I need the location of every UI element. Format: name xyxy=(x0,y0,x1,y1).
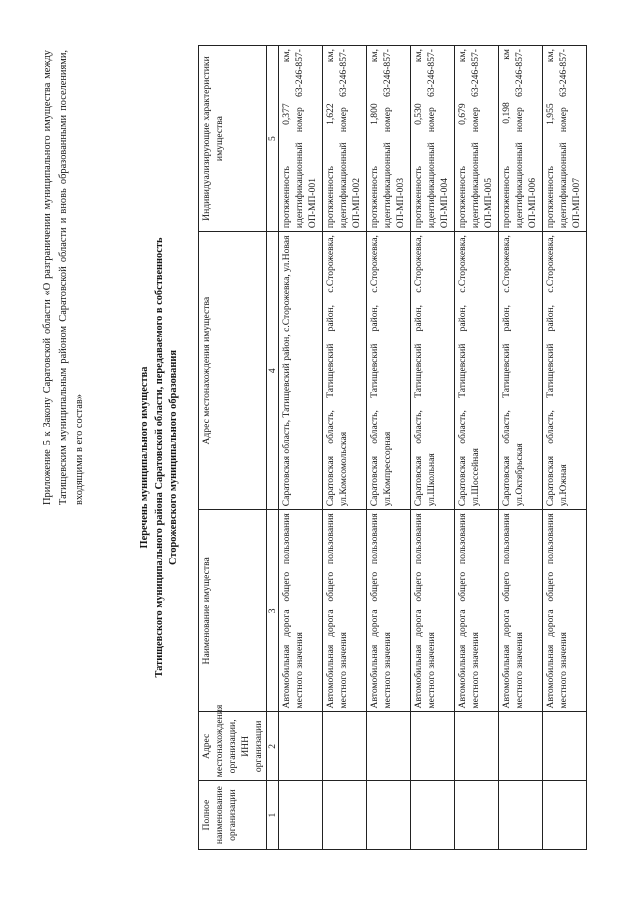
list-title xyxy=(138,45,182,870)
property-name-cell: Автомобильная дорога общего пользования местного значения xyxy=(279,510,323,712)
organization-name-cell xyxy=(367,781,411,850)
organization-name-cell xyxy=(543,781,587,850)
organization-name-cell xyxy=(411,781,455,850)
characteristics-cell: протяженность 1,800 км, идентификационный номер 63-246-857-ОП-МП-003 xyxy=(367,46,411,232)
table-row xyxy=(323,46,367,850)
table-row xyxy=(455,46,499,850)
organization-address-cell xyxy=(323,712,367,781)
organization-address-cell xyxy=(455,712,499,781)
property-table xyxy=(198,45,587,850)
column-number: 2 xyxy=(267,712,279,781)
table-row xyxy=(367,46,411,850)
characteristics-cell: протяженность 0,198 км идентификационный номер 63-246-857-ОП-МП-006 xyxy=(499,46,543,232)
column-number-row xyxy=(267,46,279,850)
header-organization-address: Адрес местонахождения организации, ИНН организации xyxy=(199,712,267,781)
title-line-1: Перечень муниципального имущества xyxy=(139,366,150,549)
header-characteristics: Индивидуализирующие характеристики имущества xyxy=(199,46,267,232)
property-address-cell: Саратовская область, Татищевский район, с.Сторожевка, ул.Октябрьская xyxy=(499,232,543,510)
characteristics-cell: протяженность 0,530 км, идентификационный номер 63-246-857-ОП-МП-004 xyxy=(411,46,455,232)
table-row xyxy=(499,46,543,850)
property-address-cell: Саратовская область, Татищевский район, с.Сторожевка, ул.Новая xyxy=(279,232,323,510)
property-name-cell: Автомобильная дорога общего пользования местного значения xyxy=(411,510,455,712)
column-number: 4 xyxy=(267,232,279,510)
organization-address-cell xyxy=(499,712,543,781)
property-address-cell: Саратовская область, Татищевский район, с.Сторожевка, ул.Комсомольская xyxy=(323,232,367,510)
property-address-cell: Саратовская область, Татищевский район, с.Сторожевка, ул.Шоссейная xyxy=(455,232,499,510)
characteristics-cell: протяженность 1,955 км, идентификационный номер 63-246-857-ОП-МП-007 xyxy=(543,46,587,232)
column-number: 1 xyxy=(267,781,279,850)
organization-address-cell xyxy=(543,712,587,781)
table-row xyxy=(279,46,323,850)
property-name-cell: Автомобильная дорога общего пользования местного значения xyxy=(499,510,543,712)
organization-name-cell xyxy=(499,781,543,850)
organization-address-cell xyxy=(411,712,455,781)
property-name-cell: Автомобильная дорога общего пользования местного значения xyxy=(323,510,367,712)
property-name-cell: Автомобильная дорога общего пользования местного значения xyxy=(455,510,499,712)
property-address-cell: Саратовская область, Татищевский район, с.Сторожевка, ул.Школьная xyxy=(411,232,455,510)
property-address-cell: Саратовская область, Татищевский район, с.Сторожевка, ул.Южная xyxy=(543,232,587,510)
table-row xyxy=(543,46,587,850)
column-number: 5 xyxy=(267,46,279,232)
header-property-address: Адрес местонахождения имущества xyxy=(199,232,267,510)
organization-name-cell xyxy=(455,781,499,850)
header-row xyxy=(199,46,267,850)
table-body xyxy=(267,46,587,850)
organization-address-cell xyxy=(279,712,323,781)
characteristics-cell: протяженность 0,377 км, идентификационный номер 63-246-857-ОП-МП-001 xyxy=(279,46,323,232)
property-name-cell: Автомобильная дорога общего пользования местного значения xyxy=(543,510,587,712)
appendix-note: Приложение 5 к Закону Саратовской области «О разграничении муниципального имущества между Татищевским муниципальным районом Саратовской области и вновь образованными поселениями, входящими в его состав» xyxy=(42,50,85,505)
header-organization-name: Полное наименование организации xyxy=(199,781,267,850)
property-address-cell: Саратовская область, Татищевский район, с.Сторожевка, ул.Компрессорная xyxy=(367,232,411,510)
title-line-3: Сторожевского муниципального образования xyxy=(168,350,179,565)
title-line-2: Татищевского муниципального района Саратовской области, передаваемого в собственность xyxy=(153,237,165,678)
organization-name-cell xyxy=(279,781,323,850)
characteristics-cell: протяженность 1,622 км, идентификационный номер 63-246-857-ОП-МП-002 xyxy=(323,46,367,232)
table-row xyxy=(411,46,455,850)
rotated-content xyxy=(30,45,630,870)
organization-name-cell xyxy=(323,781,367,850)
header-property-name: Наименование имущества xyxy=(199,510,267,712)
organization-address-cell xyxy=(367,712,411,781)
property-name-cell: Автомобильная дорога общего пользования местного значения xyxy=(367,510,411,712)
characteristics-cell: протяженность 0,679 км, идентификационный номер 63-246-857-ОП-МП-005 xyxy=(455,46,499,232)
column-number: 3 xyxy=(267,510,279,712)
